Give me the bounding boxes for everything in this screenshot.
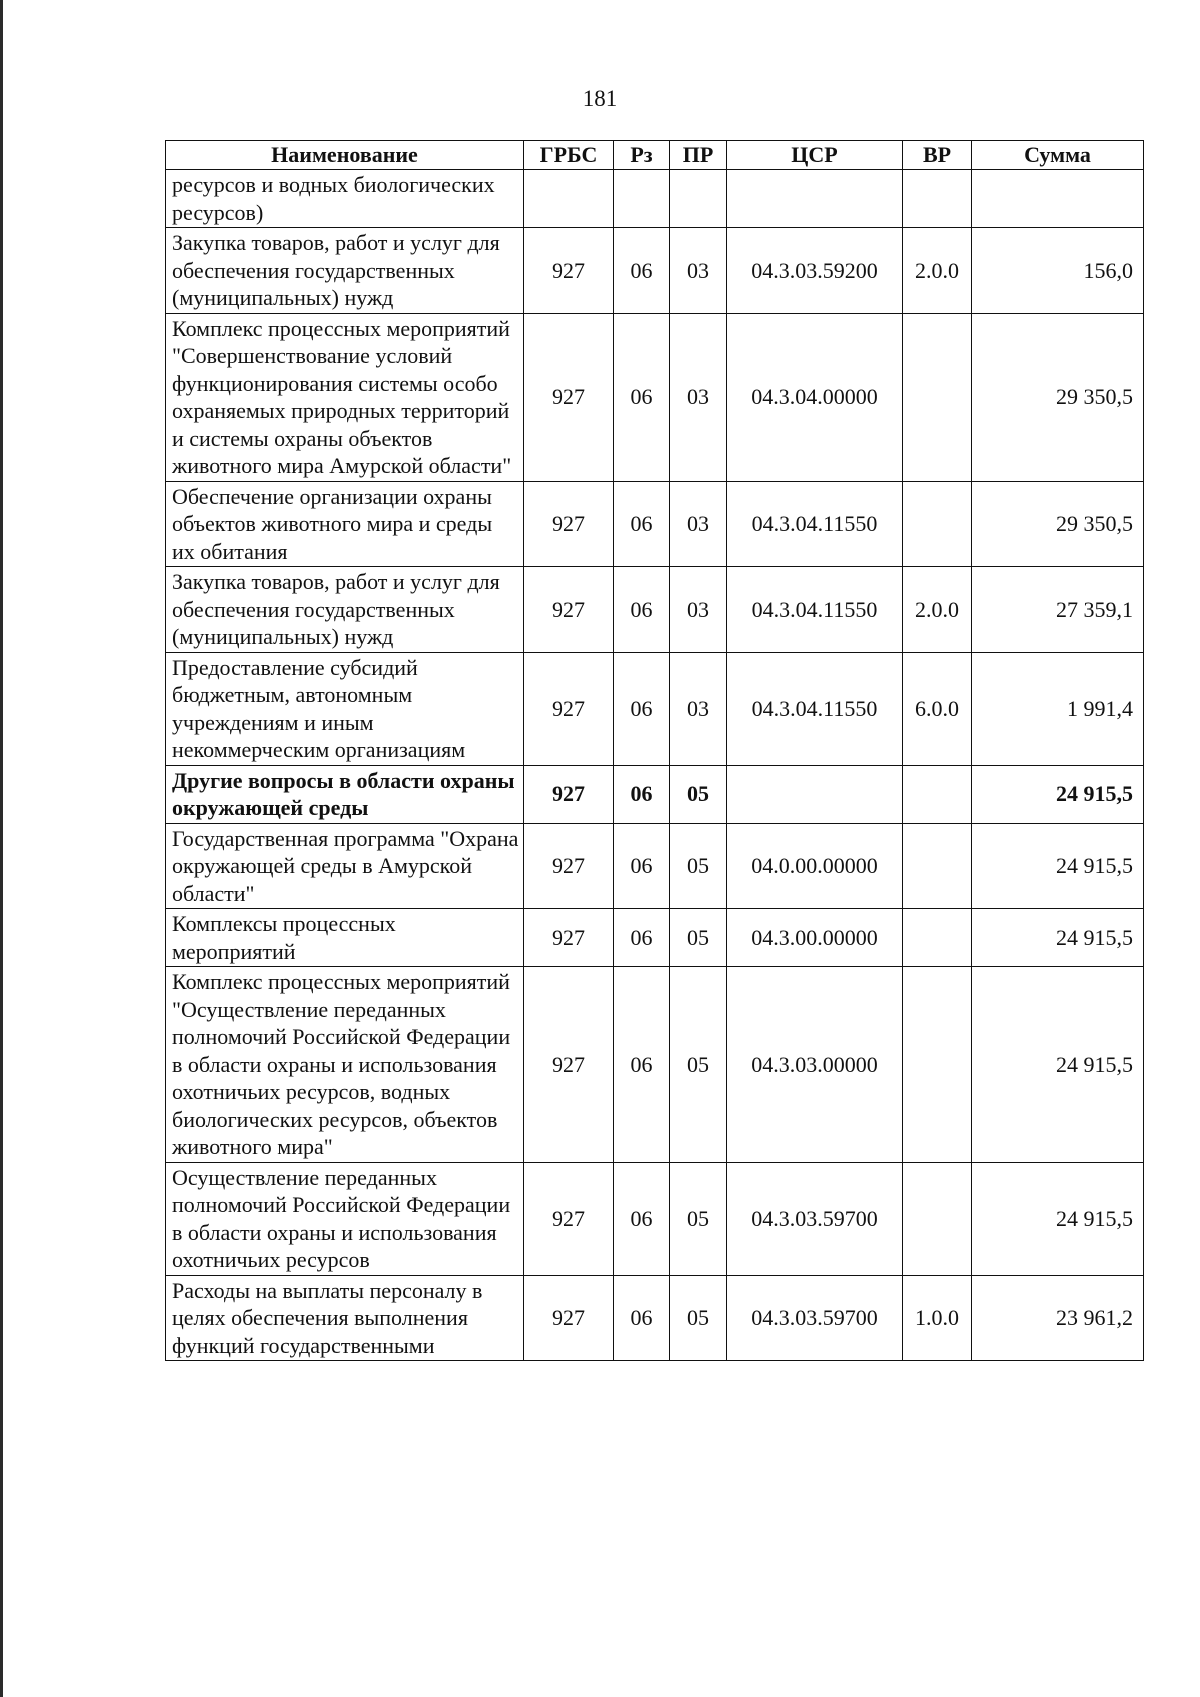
header-rz: Рз — [614, 141, 670, 170]
cell-rz: 06 — [614, 652, 670, 765]
table-body — [166, 170, 1144, 1361]
scan-edge — [0, 0, 3, 1697]
table-row — [166, 228, 1144, 314]
cell-csr — [727, 765, 903, 823]
cell-pr: 03 — [670, 313, 727, 481]
cell-csr: 04.3.03.59200 — [727, 228, 903, 314]
cell-name: Комплекс процессных мероприятий "Совершенствование условий функционирования системы особо охраняемых природных территорий и системы охраны объектов животного мира Амурской области" — [166, 313, 524, 481]
cell-pr: 05 — [670, 1275, 727, 1361]
header-csr: ЦСР — [727, 141, 903, 170]
cell-grbs: 927 — [524, 313, 614, 481]
cell-pr: 03 — [670, 228, 727, 314]
cell-csr: 04.3.04.11550 — [727, 567, 903, 653]
cell-vr: 2.0.0 — [903, 228, 972, 314]
cell-name: Другие вопросы в области охраны окружающей среды — [166, 765, 524, 823]
cell-vr: 6.0.0 — [903, 652, 972, 765]
cell-vr — [903, 1162, 972, 1275]
cell-sum — [972, 170, 1144, 228]
table-row — [166, 909, 1144, 967]
cell-name: Комплекс процессных мероприятий "Осуществление переданных полномочий Российской Федерации в области охраны и использования охотничьих ресурсов, водных биологических ресурсов, объектов животного мира" — [166, 967, 524, 1163]
cell-name: Расходы на выплаты персоналу в целях обеспечения выполнения функций государственными — [166, 1275, 524, 1361]
cell-csr: 04.0.00.00000 — [727, 823, 903, 909]
cell-csr: 04.3.04.00000 — [727, 313, 903, 481]
cell-rz: 06 — [614, 823, 670, 909]
cell-pr: 05 — [670, 1162, 727, 1275]
table-row — [166, 765, 1144, 823]
cell-grbs: 927 — [524, 652, 614, 765]
cell-vr: 2.0.0 — [903, 567, 972, 653]
table-row — [166, 652, 1144, 765]
cell-csr: 04.3.04.11550 — [727, 481, 903, 567]
cell-pr: 05 — [670, 823, 727, 909]
cell-vr — [903, 967, 972, 1163]
table-row — [166, 567, 1144, 653]
cell-vr — [903, 313, 972, 481]
cell-grbs: 927 — [524, 481, 614, 567]
cell-csr: 04.3.04.11550 — [727, 652, 903, 765]
cell-grbs — [524, 170, 614, 228]
cell-grbs: 927 — [524, 823, 614, 909]
table-row — [166, 1275, 1144, 1361]
cell-csr: 04.3.03.59700 — [727, 1275, 903, 1361]
cell-pr: 05 — [670, 765, 727, 823]
cell-sum: 24 915,5 — [972, 765, 1144, 823]
table-row — [166, 967, 1144, 1163]
header-name: Наименование — [166, 141, 524, 170]
table-row — [166, 170, 1144, 228]
cell-grbs: 927 — [524, 765, 614, 823]
cell-pr: 03 — [670, 481, 727, 567]
cell-grbs: 927 — [524, 909, 614, 967]
cell-csr: 04.3.00.00000 — [727, 909, 903, 967]
table-row — [166, 823, 1144, 909]
table-row — [166, 313, 1144, 481]
cell-rz: 06 — [614, 1275, 670, 1361]
cell-grbs: 927 — [524, 1162, 614, 1275]
cell-vr — [903, 823, 972, 909]
cell-name: Закупка товаров, работ и услуг для обеспечения государственных (муниципальных) нужд — [166, 228, 524, 314]
cell-rz: 06 — [614, 967, 670, 1163]
cell-vr — [903, 765, 972, 823]
cell-vr: 1.0.0 — [903, 1275, 972, 1361]
cell-rz: 06 — [614, 909, 670, 967]
cell-vr — [903, 170, 972, 228]
cell-rz — [614, 170, 670, 228]
header-vr: ВР — [903, 141, 972, 170]
cell-csr: 04.3.03.00000 — [727, 967, 903, 1163]
cell-name: Комплексы процессных мероприятий — [166, 909, 524, 967]
cell-name: Осуществление переданных полномочий Российской Федерации в области охраны и использования охотничьих ресурсов — [166, 1162, 524, 1275]
budget-table — [165, 140, 1144, 1361]
cell-csr — [727, 170, 903, 228]
cell-grbs: 927 — [524, 567, 614, 653]
cell-sum: 29 350,5 — [972, 481, 1144, 567]
cell-rz: 06 — [614, 228, 670, 314]
cell-sum: 24 915,5 — [972, 823, 1144, 909]
cell-name: ресурсов и водных биологических ресурсов) — [166, 170, 524, 228]
cell-csr: 04.3.03.59700 — [727, 1162, 903, 1275]
cell-grbs: 927 — [524, 1275, 614, 1361]
cell-rz: 06 — [614, 481, 670, 567]
cell-sum: 29 350,5 — [972, 313, 1144, 481]
cell-pr: 03 — [670, 652, 727, 765]
cell-sum: 27 359,1 — [972, 567, 1144, 653]
cell-rz: 06 — [614, 1162, 670, 1275]
cell-sum: 24 915,5 — [972, 1162, 1144, 1275]
header-sum: Сумма — [972, 141, 1144, 170]
cell-rz: 06 — [614, 765, 670, 823]
cell-vr — [903, 909, 972, 967]
table-row — [166, 481, 1144, 567]
cell-pr: 05 — [670, 909, 727, 967]
cell-pr: 05 — [670, 967, 727, 1163]
cell-grbs: 927 — [524, 967, 614, 1163]
cell-sum: 156,0 — [972, 228, 1144, 314]
cell-name: Государственная программа "Охрана окружающей среды в Амурской области" — [166, 823, 524, 909]
cell-rz: 06 — [614, 313, 670, 481]
cell-grbs: 927 — [524, 228, 614, 314]
cell-name: Закупка товаров, работ и услуг для обеспечения государственных (муниципальных) нужд — [166, 567, 524, 653]
cell-sum: 24 915,5 — [972, 909, 1144, 967]
table-header-row — [166, 141, 1144, 170]
cell-sum: 23 961,2 — [972, 1275, 1144, 1361]
cell-name: Предоставление субсидий бюджетным, автономным учреждениям и иным некоммерческим организациям — [166, 652, 524, 765]
cell-rz: 06 — [614, 567, 670, 653]
header-grbs: ГРБС — [524, 141, 614, 170]
cell-pr — [670, 170, 727, 228]
cell-pr: 03 — [670, 567, 727, 653]
table-row — [166, 1162, 1144, 1275]
cell-sum: 1 991,4 — [972, 652, 1144, 765]
page-number: 181 — [582, 86, 618, 111]
cell-name: Обеспечение организации охраны объектов животного мира и среды их обитания — [166, 481, 524, 567]
header-pr: ПР — [670, 141, 727, 170]
cell-vr — [903, 481, 972, 567]
cell-sum: 24 915,5 — [972, 967, 1144, 1163]
